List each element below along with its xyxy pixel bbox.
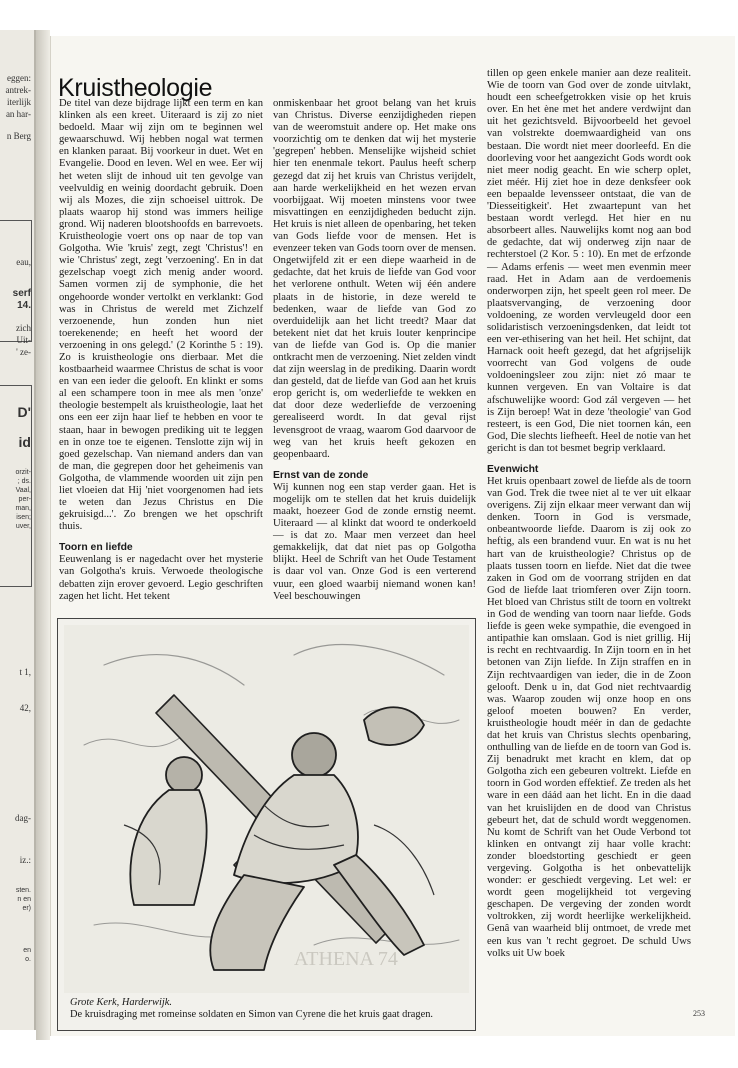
left-fragment: an har- — [5, 109, 31, 119]
body-paragraph: Eeuwenlang is er nagedacht over het mysterie van Golgotha's kruis. Verwoede theologische debatten zijn erover gevoerd. Legio geschriften zagen het licht. Het tekent — [59, 554, 263, 602]
body-paragraph: Het kruis openbaart zowel de liefde als de toorn van God. Trek die twee niet al te ver uit elkaar overigens. Zij zijn elkaar meer verwant dan wij denken. Toorn in God is versmade, onbeantwoorde liefde. Daarom is zij ook zo heftig, als een brandend vuur. En wat is nu het hart van de kruistheologie? Christus op de plaats tussen toorn en liefde. Niet dat die twee zaken in God om de voorrang strijden en dat God de liefde laat triomferen over Zijn toorn. Het bloed van Christus stilt de toorn en voltrekt in God de wending van toorn naar liefde. Gods liefde is geen weke sympathie, die evengoed in antipathie kan omslaan. God is niet grillig. Hij is recht en rechtvaardig. In Zijn toorn en in het betonen van Zijn liefde. In Zijn straffen en in Zijn rechtvaardigen van ieder, die in de Zoon gelooft. Denk u in, dat God niet rechtvaardig was. Waarop zouden wij onze hoop en ons geloof moeten bouwen? En verder, kruistheologie houdt méér in dan de gedachte dat het kruis van Christus slechts openbaring, onthulling van de liefde en de toorn van God is. Zij benadrukt met kracht en klem, dat op Golgotha zich een gebeuren voltrekt. Liefde en toorn in God worden effektief. Ze treden als het ware in een dáád aan het licht. En in die daad van het kruislijden en de dood van Christus gebeurt het, dat de schuld wordt weggenomen. Nu komt de Schrift van het Oude Verbond tot klinken en ontvangt zij haar volle kracht: zonder bloedstorting geschiedt er geen vergeving. Golgotha is het onbevattelijk wonder: er geschiedt vergeving. Let wel: er wordt geen mogelijkheid tot vergeving geschapen. De vergeving der zonden wordt voltrokken, zij wordt heerlijke werkelijkheid. Genâ van waarheid blij ontmoet, de vrede met een kus van 't recht gegroet. De schuld Uws volks uit Uw boek — [487, 476, 691, 959]
left-fragment: ' ze- — [16, 347, 31, 357]
left-fragment: Vaal, — [15, 487, 31, 494]
figure-caption — [70, 997, 470, 1021]
left-fragment: uver, — [15, 523, 31, 530]
left-fragment: dag- — [15, 813, 31, 823]
article-page — [50, 36, 735, 1036]
left-fragment: Uit- — [16, 335, 31, 345]
left-fragment: n en — [17, 896, 31, 903]
body-paragraph: onmiskenbaar het groot belang van het kruis van Christus. Diverse eenzijdigheden riepen van de weeromstuit andere op. Het make ons voorzichtig om te denken dat wij het mysterie 'gegrepen' hebben. Menselijke wijsheid schiet hier ten enenmale tekort. Paulus heeft scherp gezegd dat zij het kruis van Christus verijdelt, aan harde werkelijkheid en het wezen ervan voorbijgaat. Wij moeten minstens voor twee misvattingen en eenzijdigheden beducht zijn. Het kruis is niet alleen de openbaring, het teken van Gods liefde voor de mensen. Het is evenzeer teken van Gods toorn over de mensen. Ongetwijfeld zit er een diepe waarheid in de gedachte, dat het kruis de liefde van God voor het verlorene onthult. Weten wij één andere plaats in de historie, in deze wereld te bedenken, waar de liefde van God zo overduidelijk aan het licht treedt? Maar dat betekent niet dat het kruis louter kenprincipe van de liefde van God is. Op die manier ontkracht men de verzoening. Niet zelden vindt dat zijn weerslag in de prediking. Daarin wordt dan gesteld, dat de liefde van God aan het kruis erop gericht is, om wederliefde te wekken en dat door deze wederliefde de verzoening gerealiseerd wordt. In dat geval rijst levensgroot de vraag, waarom God daarvoor de weg van het kruis heeft gekozen en geopenbaard. — [273, 98, 476, 460]
left-fragment: sten. — [15, 887, 31, 894]
artwork-figure — [57, 618, 476, 1031]
left-fragment: serf — [12, 288, 31, 299]
section-heading: Evenwicht — [487, 464, 539, 475]
left-page-edge — [0, 30, 36, 1030]
left-fragment: 14. — [17, 300, 31, 311]
left-fragment: eggen: — [7, 73, 31, 83]
left-fragment: per- — [18, 496, 31, 503]
column-2 — [273, 98, 476, 603]
left-fragment: iz.: — [19, 855, 31, 865]
caption-location: Grote Kerk, Harderwijk. — [70, 997, 172, 1008]
caption-text: De kruisdraging met romeinse soldaten en Simon van Cyrene die het kruis gaat dragen. — [70, 1009, 433, 1020]
left-fragment: 42, — [19, 703, 31, 713]
svg-text:ATHENA 74: ATHENA 74 — [294, 948, 398, 970]
column-1 — [59, 98, 263, 603]
section-heading: Toorn en liefde — [59, 542, 133, 554]
left-fragment: iterlijk — [7, 97, 31, 107]
left-fragment: ; ds. — [17, 478, 31, 485]
left-fragment: id — [18, 434, 31, 450]
left-fragment: en — [23, 947, 31, 954]
left-fragment: D' — [17, 404, 31, 420]
left-fragment: antrek- — [5, 85, 31, 95]
left-fragment: man, — [15, 505, 31, 512]
body-paragraph: De titel van deze bijdrage lijkt een term en kan klinken als een kreet. Uiteraard is zij zo niet bedoeld. Maar wij zijn om te beginnen wel gewaarschuwd. Wij hebben nogal wat termen en klanken paraat. Bij voorkeur in duet. Wet en Evangelie. Dood en leven. Wel en wee. Eer wij het weten slijt de inhoud uit ten gevolge van veelvuldig en weinig doordacht gebruik. Doen wij als Mozes, die zijn schoeisel uittrok. De plaats waarop hij stond was immers heilige grond. Wij naderen blootshoofds en barrevoets. Kruistheologie voert ons op naar de top van Golgotha. Wie 'kruis' zegt, zegt 'Christus'! en wie 'Christus' zegt, zegt 'verzoening'. En in dat gezelschap voegt zich menig ander woord. Samen vormen zij de symphonie, die het ongehoorde wonder vertolkt en verklankt: God was in Christus de wereld met Zichzelf verzoenende, hun zonden hun niet toerekenende; en heeft het woord der verzoening in ons gelegd.' (2 Korinthe 5 : 19). Zo is kruistheologie ons dierbaar. Met die kostbaarheid waarmee Christus de schat is voor en van een ieder die gelooft. En klinkt er soms al een schampere toon in mee als men 'onze' theologie bestempelt als kruistheologie, laat het ons een eer zijn haar lief te hebben en voor te staan, haar in bewogen prediking uit te leggen en in onze toe te eigenen. Tenslotte zijn wij in goed gezelschap. Van niemand anders dan van de man, die gegrepen door het geheimenis van Golgotha, de vlammende woorden uit zijn pen liet vloeien dat Hij 'niet voorgenomen had iets te weten dan Jezus Christus en Die gekruisigd...'. Zo brengen we het opschrift thuis. — [59, 98, 263, 533]
left-fragment: er) — [22, 905, 31, 912]
page-gutter — [36, 30, 50, 1040]
left-fragment: isen; — [16, 514, 31, 521]
body-paragraph: Wij kunnen nog een stap verder gaan. Het is mogelijk om te stellen dat het kruis duidelijk maakt, hoezeer God de zonde ernstig neemt. Uiteraard — al klinkt dat woord te onderkoeld — is dat zo. Maar men verzeet dan heel gemakkelijk, dat dat niet pas op Golgotha blijkt. Heel de Schrift van het Oude Testament is daar vol van. Onze God is een verterend vuur, een gloed waarbij niemand wonen kan! Veel beschouwingen — [273, 481, 476, 602]
article-title: Kruistheologie — [58, 74, 213, 102]
page-number: 253 — [693, 1009, 705, 1018]
body-paragraph: tillen op geen enkele manier aan deze realiteit. Wie de toorn van God over de zonde uitvlakt, houdt een scheefgetrokken visie op het kruis over. En het ène met het andere verdwijnt dan uit het gezichtsveld. Bijvoorbeeld het gevoel van volstrekte doemwaardigheid van ons bestaan. Die wordt niet meer doorleefd. En die doorleving voor het aangezicht Gods wordt ook niet meer nodig geacht. En wie scherp oplet, ziet méér. Hij ziet hoe in deze denksfeer ook een bepaalde levensseer ontstaat, die van de 'Diesseitigkeit'. Het zwaartepunt van het bestaan wordt verlegd. Het hier en nu absorbeert alles. Nauwelijks komt nog aan bod de gedachte, dat wij onderweg zijn naar de rechterstoel (2 Kor. 5 : 10). En met de erfzonde — Adams erfenis — weet men evenmin meer raad. Het in Adam aan de verdoemenis onderworpen zijn, het speelt geen rol meer. De plaatsvervanging, de verzoening door voldoening, ze worden vervleugeld door een solidaristisch verzoeningsdenken, dat leidt tot een ver-ethisering van het heil. Het schijnt, dat Harnack ooit heeft gezegd, dat het afgrijselijk voorrecht van God volgens de oude voldoeningsleer zou zijn: niet zó maar te kunnen vergeven. En van Voltaire is dat afschuwelijke woord: God zál vergeven — het is Zijn beroep! Wat in deze 'theologie' van God resteert, is een God, Die niet toornen kán, een God, Die slechts liefheeft. Heel de notie van het gericht is dan tot besmet begrip verklaard. — [487, 68, 691, 454]
left-fragment: orzit- — [15, 469, 31, 476]
left-fragment: o. — [25, 956, 31, 963]
left-fragment: eau, — [16, 257, 31, 267]
column-3 — [487, 68, 691, 960]
section-heading: Ernst van de zonde — [273, 469, 369, 481]
left-fragment: t 1, — [19, 667, 31, 677]
cross-bearing-artwork — [64, 625, 469, 993]
left-fragment: zich — [16, 323, 31, 333]
left-fragment: n Berg — [6, 131, 31, 141]
